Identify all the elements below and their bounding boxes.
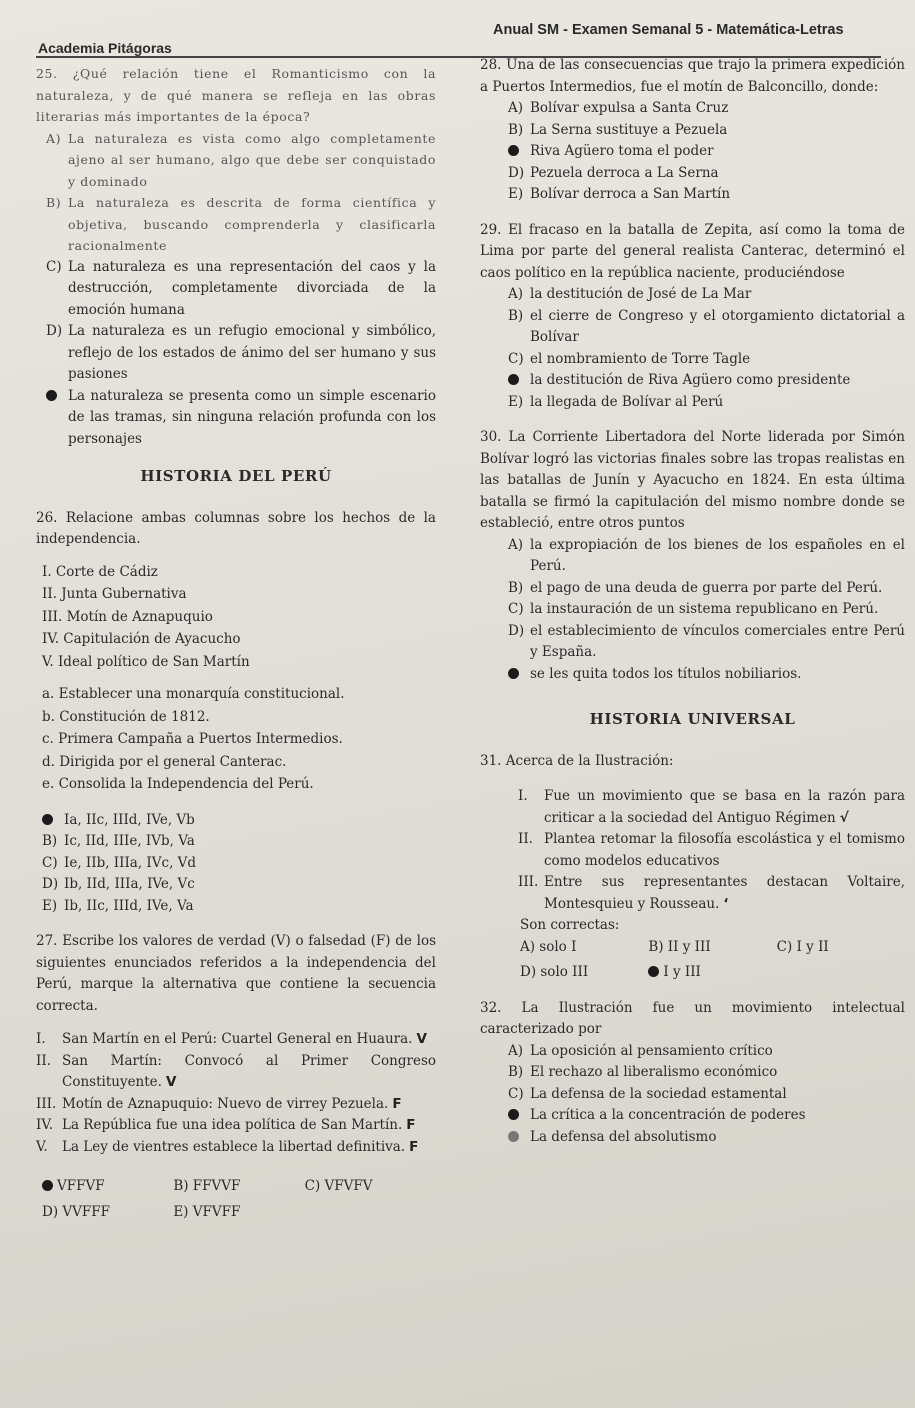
handwritten-mark: F	[409, 1138, 419, 1155]
q32-option-c: C) La defensa de la sociedad estamental	[508, 1085, 787, 1102]
q26-option-a-selected: Ia, IIc, IIId, IVe, Vb	[42, 810, 436, 832]
question-30-stem: 30. La Corriente Libertadora del Norte liderada por Simón Bolívar logró las victorias finales sobre las tropas realistas en las batallas de Junín y Ayacucho en 1824. En esta última batalla se firmó la capitulación del mismo nombre donde se estableció, entre otros puntos	[480, 429, 905, 531]
q31-options-row1	[480, 937, 905, 959]
q28-option-b: B) La Serna sustituye a Pezuela	[508, 121, 728, 138]
answer-bubble-icon	[508, 668, 519, 679]
q28-option-a: A) Bolívar expulsa a Santa Cruz	[508, 100, 729, 116]
q29-option-b: B) el cierre de Congreso y el otorgamiento dictatorial a Bolívar	[508, 307, 905, 345]
answer-bubble-icon	[508, 1109, 519, 1120]
left-column	[36, 63, 436, 1233]
q27-option-e: E) VFVFF	[173, 1203, 241, 1220]
q27-statement: II. San Martín: Convocó al Primer Congreso Constituyente. V	[36, 1052, 436, 1090]
q31-statement: III. Entre sus representantes destacan Voltaire, Montesquieu y Rousseau. ‘	[518, 874, 905, 912]
q30-option-a: A) la expropiación de los bienes de los españoles en el Perú.	[508, 536, 905, 574]
answer-bubble-icon	[648, 966, 659, 977]
question-32-stem: 32. La Ilustración fue un movimiento intelectual caracterizado por	[480, 999, 905, 1037]
handwritten-mark: F	[392, 1095, 402, 1112]
q26-letter-item: a. Establecer una monarquía constitucional.	[42, 686, 345, 702]
q26-option-b: B) Ic, IId, IIIe, IVb, Va	[42, 833, 195, 849]
q32-option-a: A) La oposición al pensamiento crítico	[508, 1042, 773, 1059]
question-31-stem: 31. Acerca de la Ilustración:	[480, 752, 674, 769]
q25-option-c: C) La naturaleza es una representación del caos y la destrucción, completamente divorciada de la emoción humana	[46, 258, 436, 318]
q31-option-b: B) II y III	[648, 938, 711, 955]
handwritten-mark: ‘	[723, 895, 729, 912]
q25-option-e-selected: La naturaleza se presenta como un simple escenario de las tramas, sin ninguna relación profunda con los personajes	[46, 386, 436, 451]
q26-roman-item: IV. Capitulación de Ayacucho	[42, 631, 241, 647]
q27-statement: III. Motín de Aznapuquio: Nuevo de virrey Pezuela. F	[36, 1095, 402, 1112]
q26-roman-list	[36, 561, 436, 674]
q31-option-c: C) I y II	[776, 938, 829, 955]
q26-letter-list	[36, 683, 436, 796]
section-title-historia-peru: HISTORIA DEL PERÚ	[140, 467, 332, 485]
q31-option-e-selected: I y III	[648, 962, 776, 984]
q27-statement: I. San Martín en el Perú: Cuartel General en Huaura. V	[36, 1031, 427, 1047]
handwritten-mark: V	[165, 1074, 177, 1090]
right-column	[480, 55, 905, 1158]
q27-option-d: D) VVFFF	[42, 1203, 110, 1220]
q26-roman-item: I. Corte de Cádiz	[42, 563, 158, 580]
q26-roman-item: V. Ideal político de San Martín	[42, 653, 250, 670]
question-29	[480, 220, 905, 414]
answer-bubble-icon	[42, 1180, 53, 1191]
handwritten-mark: F	[406, 1117, 416, 1133]
q28-option-e: E) Bolívar derroca a San Martín	[508, 186, 731, 202]
q27-option-c: C) VFVFV	[304, 1178, 373, 1194]
q27-statement: IV. La República fue una idea política de San Martín. F	[36, 1117, 416, 1133]
q32-option-b: B) El rechazo al liberalismo económico	[508, 1064, 778, 1080]
question-27	[36, 931, 436, 1223]
q27-options-row2	[36, 1202, 436, 1224]
answer-bubble-icon	[508, 1131, 519, 1142]
question-26-stem: 26. Relacione ambas columnas sobre los hechos de la independencia.	[36, 509, 436, 547]
q26-letter-item: e. Consolida la Independencia del Perú.	[42, 776, 314, 792]
q27-statements	[36, 1029, 436, 1158]
question-25	[36, 63, 436, 450]
question-26	[36, 508, 436, 918]
handwritten-mark: V	[416, 1031, 427, 1047]
question-31	[480, 751, 905, 984]
q31-statement: II. Plantea retomar la filosofía escolástica y el tomismo como modelos educativos	[518, 831, 905, 869]
q30-option-c: C) la instauración de un sistema republicano en Perú.	[508, 601, 879, 617]
q29-option-e: E) la llegada de Bolívar al Perú	[508, 393, 724, 410]
answer-bubble-icon	[508, 145, 519, 156]
q26-letter-item: c. Primera Campaña a Puertos Intermedios.	[42, 731, 343, 747]
q31-prompt: Son correctas:	[520, 917, 620, 933]
q26-letter-item: d. Dirigida por el general Canterac.	[42, 753, 287, 770]
q26-option-e: E) Ib, IIc, IIId, IVe, Va	[42, 897, 194, 914]
q30-option-b: B) el pago de una deuda de guerra por parte del Perú.	[508, 579, 883, 596]
answer-bubble-icon	[46, 390, 57, 401]
q27-option-a-selected: VFFVF	[42, 1176, 173, 1198]
question-30	[480, 427, 905, 685]
question-32	[480, 998, 905, 1149]
question-25-stem: 25. ¿Qué relación tiene el Romanticismo con la naturaleza, y de qué manera se refleja en las obras literarias más importantes de la época?	[36, 66, 436, 124]
q30-option-d: D) el establecimiento de vínculos comerciales entre Perú y España.	[508, 622, 905, 660]
answer-bubble-icon	[42, 814, 53, 825]
q26-roman-item: II. Junta Gubernativa	[42, 586, 187, 602]
q27-options-row1	[36, 1176, 436, 1198]
q31-options-row2	[480, 962, 905, 984]
question-27-stem: 27. Escribe los valores de verdad (V) o falsedad (F) de los siguientes enunciados referidos a la independencia del Perú, marque la alternativa que contiene la secuencia correcta.	[36, 933, 436, 1014]
q27-option-b: B) FFVVF	[173, 1178, 241, 1194]
exam-title: Anual SM - Examen Semanal 5 - Matemática-Letras	[493, 22, 844, 38]
school-name: Academia Pitágoras	[38, 40, 172, 56]
q28-option-d: D) Pezuela derroca a La Serna	[508, 164, 719, 181]
q25-option-b: B) La naturaleza es descrita de forma científica y objetiva, buscando comprenderla y clasificarla racionalmente	[46, 195, 436, 253]
q31-option-a: A) solo I	[520, 938, 577, 955]
q31-statements	[480, 786, 905, 915]
q26-roman-item: III. Motín de Aznapuquio	[42, 608, 213, 625]
handwritten-mark: √	[839, 809, 849, 826]
q28-option-c-selected: Riva Agüero toma el poder	[508, 141, 905, 163]
q25-option-a: A) La naturaleza es vista como algo completamente ajeno al ser humano, algo que debe ser conquistado y dominado	[46, 130, 436, 189]
question-28-stem: 28. Una de las consecuencias que trajo la primera expedición a Puertos Intermedios, fue el motín de Balconcillo, donde:	[480, 57, 905, 95]
q27-statement: V. La Ley de vientres establece la libertad definitiva. F	[36, 1138, 419, 1155]
q32-option-d-selected: La crítica a la concentración de poderes	[508, 1105, 905, 1127]
question-29-stem: 29. El fracaso en la batalla de Zepita, así como la toma de Lima por parte del general realista Canterac, determinó el caos político en la república naciente, produciéndose	[480, 221, 905, 281]
q26-letter-item: b. Constitución de 1812.	[42, 708, 210, 725]
q29-option-a: A) la destitución de José de La Mar	[508, 286, 752, 302]
q25-option-d: D) La naturaleza es un refugio emocional y simbólico, reflejo de los estados de ánimo del ser humano y sus pasiones	[46, 323, 436, 382]
q31-statement: I. Fue un movimiento que se basa en la razón para criticar a la sociedad del Antiguo Régimen √	[518, 788, 905, 826]
q30-option-e-selected: se les quita todos los títulos nobiliarios.	[508, 664, 905, 686]
question-28	[480, 55, 905, 206]
q32-option-e: La defensa del absolutismo	[508, 1127, 905, 1149]
q31-option-d: D) solo III	[520, 964, 589, 980]
q29-option-d-selected: la destitución de Riva Agüero como presidente	[508, 370, 905, 392]
section-title-historia-universal: HISTORIA UNIVERSAL	[589, 710, 796, 728]
q26-option-c: C) Ie, IIb, IIIa, IVc, Vd	[42, 854, 197, 871]
answer-bubble-icon	[508, 374, 519, 385]
q29-option-c: C) el nombramiento de Torre Tagle	[508, 350, 751, 367]
q26-option-d: D) Ib, IId, IIIa, IVe, Vc	[42, 876, 195, 892]
